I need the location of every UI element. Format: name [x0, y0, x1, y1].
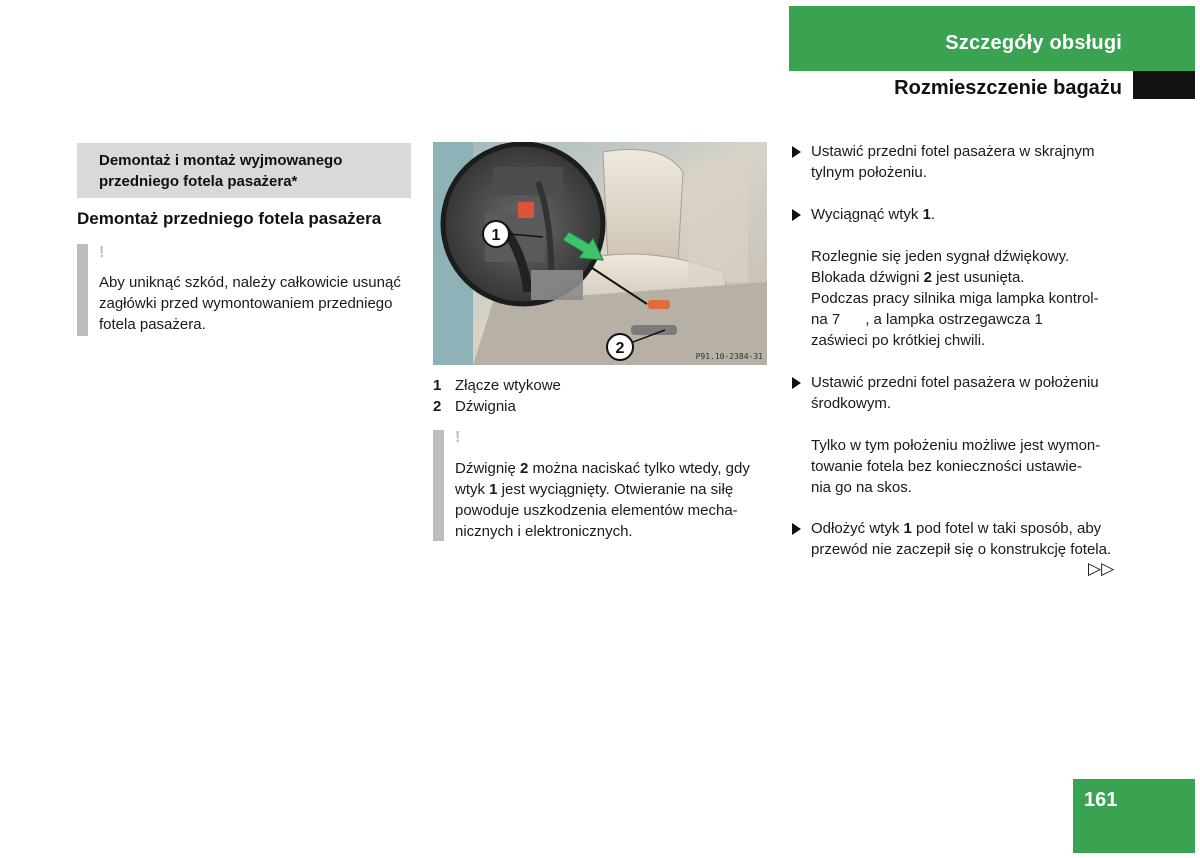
note-line: powoduje uszkodzenia elementów mecha-	[455, 502, 738, 519]
step-line: Ustawić przedni fotel pasażera w skrajnym	[811, 143, 1095, 160]
legend-label: Dźwignia	[455, 398, 516, 415]
topic-title-line-2: przedniego fotela pasażera*	[99, 173, 298, 190]
step-line: zaświeci po krótkiej chwili.	[811, 332, 986, 349]
caution-note	[99, 272, 401, 335]
note-line: wtyk 1 jest wyciągnięty. Otwieranie na siłę	[455, 481, 734, 498]
step-line: Wyciągnąć wtyk 1.	[811, 206, 936, 223]
step-3	[792, 372, 1151, 414]
note-bar	[77, 244, 88, 336]
step-line: przewód nie zaczepił się o konstrukcję fotela.	[811, 541, 1112, 558]
legend-item	[433, 375, 561, 396]
note-line: fotela pasażera.	[99, 316, 206, 333]
figure-legend	[433, 375, 561, 417]
bullet-triangle-icon	[792, 377, 801, 389]
step-line: nia go na skos.	[811, 479, 912, 496]
step-line: na 7 , a lampka ostrzegawcza 1	[811, 311, 1043, 328]
step-line: Blokada dźwigni 2 jest usunięta.	[811, 269, 1025, 286]
seat-illustration	[433, 142, 767, 365]
subsection-title: Rozmieszczenie bagażu	[894, 77, 1122, 99]
section-heading: Demontaż przedniego fotela pasażera	[77, 209, 382, 228]
step-2-result	[811, 246, 1141, 351]
bullet-triangle-icon	[792, 209, 801, 221]
seat-photo	[433, 142, 767, 365]
figure-code: P91.10-2384-31	[695, 352, 763, 361]
step-line: Odłożyć wtyk 1 pod fotel w taki sposób, aby	[811, 520, 1102, 537]
step-line: Tylko w tym położeniu możliwe jest wymon-	[811, 437, 1101, 454]
callout-1: 1	[491, 227, 501, 244]
section-title: Szczegóły obsługi	[945, 32, 1122, 54]
note-line: Dźwignię 2 można naciskać tylko wtedy, gdy	[455, 460, 750, 477]
note-bar	[433, 430, 444, 541]
lever-caution-note	[455, 458, 750, 542]
step-line: tylnym położeniu.	[811, 164, 927, 181]
step-3-info	[811, 435, 1141, 498]
step-line: Podczas pracy silnika miga lampka kontrol-	[811, 290, 1099, 307]
legend-number: 2	[433, 398, 442, 415]
bullet-triangle-icon	[792, 146, 801, 158]
header-black-tab	[1133, 71, 1195, 99]
caution-icon: !	[99, 244, 105, 261]
callout-2: 2	[615, 340, 625, 357]
legend-item	[433, 396, 561, 417]
step-1	[792, 141, 1151, 183]
note-line: Aby uniknąć szkód, należy całkowicie usunąć	[99, 274, 401, 291]
continued-arrow-icon: ▷▷	[1088, 559, 1115, 578]
step-line: towanie fotela bez konieczności ustawie-	[811, 458, 1082, 475]
step-4	[792, 518, 1151, 560]
step-line: Ustawić przedni fotel pasażera w położeniu	[811, 374, 1099, 391]
step-line: Rozlegnie się jeden sygnał dźwiękowy.	[811, 248, 1070, 265]
note-line: zagłówki przed wymontowaniem przedniego	[99, 295, 393, 312]
topic-title-box	[77, 143, 411, 198]
legend-number: 1	[433, 377, 442, 394]
bullet-triangle-icon	[792, 523, 801, 535]
page-number: 161	[1084, 789, 1118, 811]
note-line: nicznych i elektronicznych.	[455, 523, 633, 540]
topic-title-line-1: Demontaż i montaż wyjmowanego	[99, 152, 343, 169]
legend-label: Złącze wtykowe	[455, 377, 561, 394]
caution-icon: !	[455, 429, 461, 446]
step-2	[792, 204, 1151, 225]
step-line: środkowym.	[811, 395, 892, 412]
